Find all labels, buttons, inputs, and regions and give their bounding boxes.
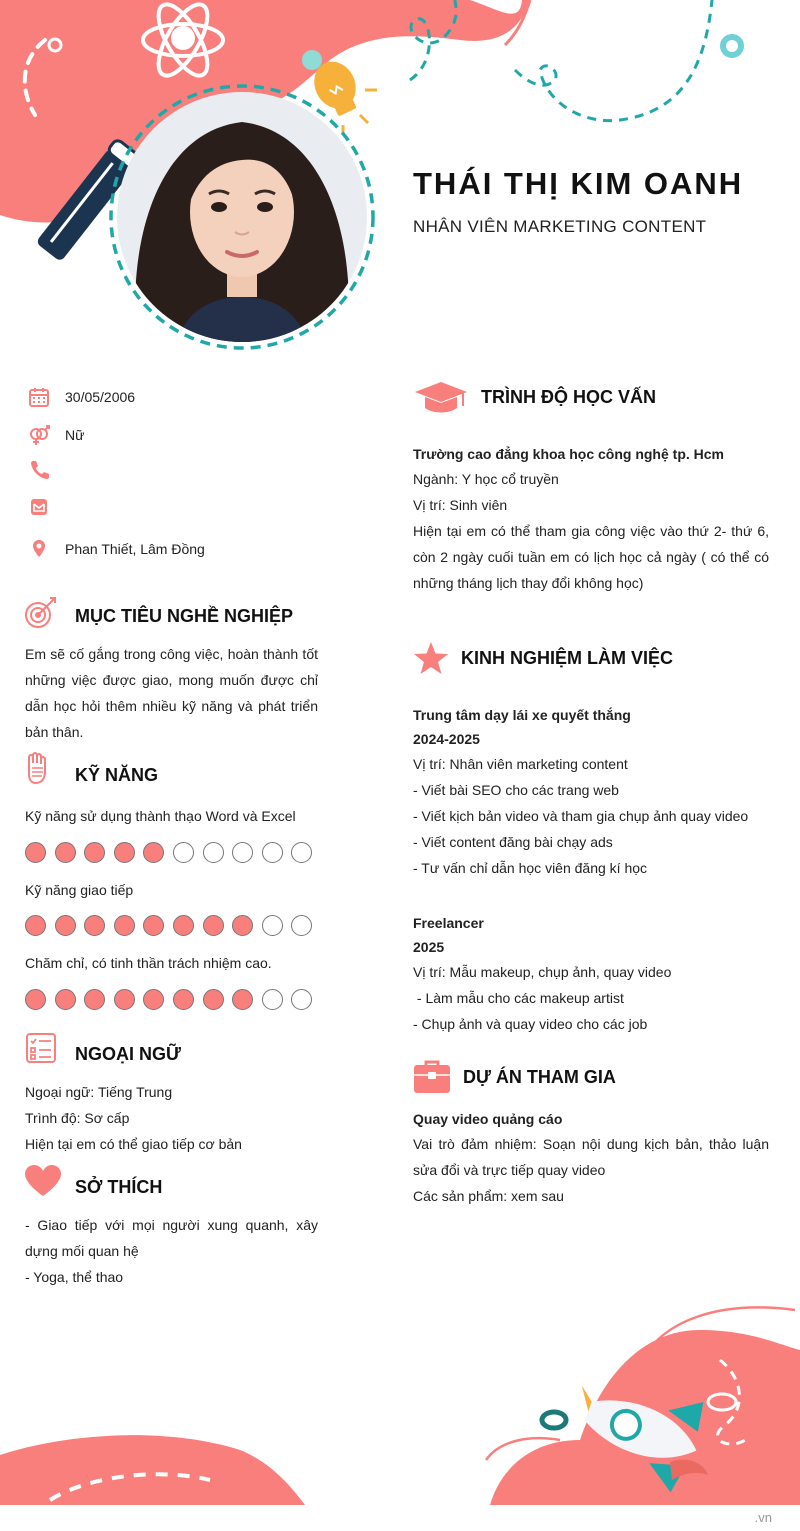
heart-icon: [24, 1164, 62, 1198]
hobbies-title: SỞ THÍCH: [75, 1177, 163, 1197]
rating-dot-empty: [262, 915, 283, 936]
hobby-item: - Giao tiếp với mọi người xung quanh, xây dựng mối quan hệ: [25, 1217, 318, 1259]
hand-icon: [24, 752, 50, 786]
skill-label: Chăm chỉ, có tinh thần trách nhiệm cao.: [25, 955, 272, 971]
star-icon: [413, 641, 449, 675]
gender-value: Nữ: [65, 427, 85, 443]
job-line: - Tư vấn chỉ dẫn học viên đăng kí học: [413, 860, 648, 876]
checklist-icon: [25, 1032, 57, 1064]
skills-title: KỸ NĂNG: [75, 765, 159, 785]
language-level: Trình độ: Sơ cấp: [25, 1110, 130, 1126]
graduation-cap-icon: [413, 380, 469, 416]
skill-label: Kỹ năng sử dụng thành thạo Word và Excel: [25, 808, 296, 824]
candidate-name: THÁI THỊ KIM OANH: [413, 166, 744, 201]
rating-dot-empty: [262, 989, 283, 1010]
language-note: Hiện tại em có thể giao tiếp cơ bản: [25, 1136, 242, 1152]
location-pin-icon: [28, 538, 50, 560]
projects-title: DỰ ÁN THAM GIA: [463, 1067, 616, 1087]
rating-dot-filled: [25, 989, 46, 1010]
calendar-icon: [28, 386, 50, 408]
language-name: Ngoại ngữ: Tiếng Trung: [25, 1084, 173, 1100]
phone-icon: [28, 458, 50, 480]
job-line: - Làm mẫu cho các makeup artist: [413, 990, 624, 1006]
rating-dot-filled: [203, 989, 224, 1010]
job-period: 2025: [413, 939, 445, 955]
target-icon: [24, 596, 58, 630]
job-line: Vị trí: Mẫu makeup, chụp ảnh, quay video: [413, 964, 672, 980]
job-line: - Viết kịch bản video và tham gia chụp ảnh quay video: [413, 808, 749, 824]
rating-dot-filled: [114, 989, 135, 1010]
experience-title: KINH NGHIỆM LÀM VIỆC: [461, 648, 674, 668]
rating-dot-empty: [173, 842, 194, 863]
rating-dot-filled: [25, 842, 46, 863]
contact-email: [28, 496, 65, 518]
job-line: - Viết bài SEO cho các trang web: [413, 782, 619, 798]
contact-gender: [28, 424, 84, 446]
contact-birthday: [28, 386, 135, 408]
rating-dot-filled: [114, 915, 135, 936]
rating-dot-filled: [173, 989, 194, 1010]
languages-title: NGOẠI NGỮ: [75, 1044, 181, 1064]
rating-dot-filled: [55, 989, 76, 1010]
objective-title: MỤC TIÊU NGHỀ NGHIỆP: [75, 606, 294, 626]
rating-dot-filled: [25, 915, 46, 936]
rating-dot-filled: [55, 915, 76, 936]
objective-text: Em sẽ cố gắng trong công việc, hoàn thành tốt những việc được giao, mong muốn được chỉ dẫn học hỏi thêm nhiều kỹ năng và phát triển bản thân.: [25, 646, 318, 740]
job-company: Freelancer: [413, 915, 484, 931]
hobby-item: - Yoga, thể thao: [25, 1269, 124, 1285]
job-period: 2024-2025: [413, 731, 480, 747]
education-school: Trường cao đẳng khoa học công nghệ tp. Hcm: [413, 446, 725, 462]
job-line: - Chụp ảnh và quay video cho các job: [413, 1016, 648, 1032]
gender-icon: [28, 424, 50, 446]
education-note: Hiện tại em có thể tham gia công việc vào thứ 2- thứ 6, còn 2 ngày cuối tuần em có lịch học cả ngày ( có thể có những tháng lịch thay đổi không học): [413, 523, 769, 591]
project-products: Các sản phẩm: xem sau: [413, 1188, 564, 1204]
email-icon: [28, 496, 50, 518]
contact-phone: [28, 458, 65, 480]
rating-dot-filled: [114, 842, 135, 863]
rating-dot-filled: [173, 915, 194, 936]
rating-dot-empty: [262, 842, 283, 863]
education-position: Vị trí: Sinh viên: [413, 497, 508, 513]
briefcase-icon: [413, 1059, 451, 1095]
contact-address: [28, 538, 205, 560]
rating-dot-filled: [203, 915, 224, 936]
birthday-value: 30/05/2006: [65, 389, 136, 405]
education-title: TRÌNH ĐỘ HỌC VẤN: [481, 387, 656, 407]
job-company: Trung tâm dạy lái xe quyết thắng: [413, 707, 631, 723]
job-line: Vị trí: Nhân viên marketing content: [413, 756, 628, 772]
rating-dot-empty: [203, 842, 224, 863]
project-name: Quay video quảng cáo: [413, 1111, 563, 1127]
project-role: Vai trò đảm nhiệm: Soạn nội dung kịch bản, thảo luận sửa đổi và trực tiếp quay video: [413, 1136, 769, 1178]
address-value: Phan Thiết, Lâm Đồng: [65, 541, 205, 557]
profile-photo: [117, 92, 367, 342]
education-major: Ngành: Y học cổ truyền: [413, 471, 559, 487]
watermark: .vn: [754, 1510, 772, 1525]
job-line: - Viết content đăng bài chạy ads: [413, 834, 613, 850]
skill-label: Kỹ năng giao tiếp: [25, 882, 134, 898]
rating-dot-filled: [55, 842, 76, 863]
candidate-role: NHÂN VIÊN MARKETING CONTENT: [413, 217, 707, 236]
